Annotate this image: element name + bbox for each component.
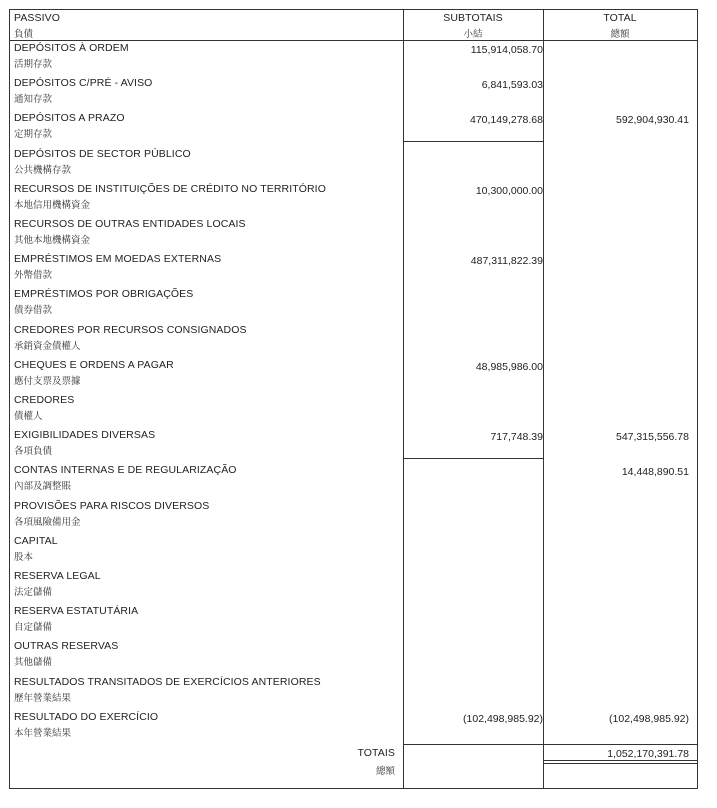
- row-total: 14,448,890.51: [621, 466, 689, 478]
- table-row: [10, 498, 697, 533]
- row-label: [14, 429, 155, 457]
- row-label-zh: 活期存款: [14, 59, 53, 70]
- row-label-pt: DEPÓSITOS C/PRÉ - AVISO: [14, 77, 153, 89]
- header-total-zh: 總額: [610, 29, 630, 40]
- table-row: [10, 181, 697, 216]
- row-subtotal: 10,300,000.00: [475, 185, 543, 197]
- row-label-zh: 本地信用機構資金: [14, 200, 91, 211]
- row-label-zh: 歷年營業結果: [14, 693, 72, 704]
- header-passivo-pt: PASSIVO: [14, 12, 61, 24]
- row-label-zh: 公共機構存款: [14, 165, 72, 176]
- row-subtotal: 717,748.39: [490, 431, 543, 443]
- row-subtotal: (102,498,985.92): [463, 713, 543, 725]
- header-total: [543, 12, 697, 40]
- row-label-zh: 債權人: [14, 411, 43, 422]
- table-row: [10, 709, 697, 744]
- table-row: [10, 357, 697, 392]
- row-label-zh: 法定儲備: [14, 587, 53, 598]
- totals-label-zh: 總額: [375, 766, 395, 777]
- row-label-pt: PROVISÕES PARA RISCOS DIVERSOS: [14, 500, 210, 512]
- row-label-pt: EMPRÉSTIMOS POR OBRIGAÇÕES: [14, 288, 194, 300]
- row-subtotal: 48,985,986.00: [475, 361, 543, 373]
- table-row: [10, 462, 697, 497]
- row-label: [14, 570, 101, 598]
- row-subtotal: 470,149,278.68: [470, 114, 543, 126]
- table-row: [10, 146, 697, 181]
- row-label-zh: 承銷資金債權人: [14, 341, 81, 352]
- header-passivo-zh: 負債: [14, 29, 34, 40]
- row-label-pt: RESULTADOS TRANSITADOS DE EXERCÍCIOS ANTERIORES: [14, 676, 321, 688]
- row-label: [14, 77, 152, 105]
- row-total: 592,904,930.41: [616, 114, 689, 126]
- row-label-zh: 通知存款: [14, 94, 53, 105]
- row-label: [14, 183, 326, 211]
- row-label-pt: DEPÓSITOS DE SECTOR PÚBLICO: [14, 148, 191, 160]
- table-row: [10, 40, 697, 75]
- row-label: [14, 711, 158, 739]
- row-label-zh: 其他儲備: [14, 657, 53, 668]
- row-label-zh: 定期存款: [14, 129, 53, 140]
- row-label-pt: DEPÓSITOS A PRAZO: [14, 112, 125, 124]
- totals-double-line-2: [543, 763, 697, 764]
- row-label: [14, 324, 247, 352]
- table-row: [10, 75, 697, 110]
- totals-top-line: [403, 744, 697, 745]
- totals-value: 1,052,170,391.78: [607, 748, 689, 760]
- row-label-zh: 債券借款: [14, 305, 53, 316]
- row-label-zh: 其他本地機構資金: [14, 235, 91, 246]
- table-row: [10, 533, 697, 568]
- row-label: [14, 148, 191, 176]
- row-label-zh: 各項風險備用金: [14, 517, 81, 528]
- row-label-pt: RESERVA ESTATUTÁRIA: [14, 605, 139, 617]
- row-total: (102,498,985.92): [609, 713, 689, 725]
- row-label-pt: CAPITAL: [14, 535, 58, 547]
- row-label: [14, 535, 58, 563]
- header-passivo: [14, 12, 60, 40]
- row-subtotal: 115,914,058.70: [470, 44, 543, 56]
- table-row: [10, 392, 697, 427]
- balance-sheet-table: [9, 9, 698, 789]
- row-subtotal: 6,841,593.03: [481, 79, 543, 91]
- row-label: [14, 676, 321, 704]
- row-label: [14, 500, 209, 528]
- table-row: [10, 638, 697, 673]
- totals-double-line-1: [543, 760, 697, 761]
- table-row: [10, 286, 697, 321]
- row-label: [14, 640, 118, 668]
- row-label-zh: 外幣借款: [14, 270, 53, 281]
- row-label: [14, 218, 246, 246]
- table-row: [10, 603, 697, 638]
- row-label-pt: CHEQUES E ORDENS A PAGAR: [14, 359, 174, 371]
- header-subtotais-zh: 小結: [463, 29, 483, 40]
- row-subtotal: 487,311,822.39: [470, 255, 543, 267]
- row-label-pt: CREDORES POR RECURSOS CONSIGNADOS: [14, 324, 247, 336]
- row-label: [14, 464, 237, 492]
- header-subtotais: [403, 12, 543, 40]
- row-label: [14, 253, 221, 281]
- totals-label-pt: TOTAIS: [357, 747, 395, 759]
- row-label-pt: RESERVA LEGAL: [14, 570, 101, 582]
- row-label: [14, 288, 193, 316]
- row-label-pt: RESULTADO DO EXERCÍCIO: [14, 711, 159, 723]
- table-row: [10, 322, 697, 357]
- row-label-pt: DEPÓSITOS À ORDEM: [14, 42, 129, 54]
- row-label-pt: EXIGIBILIDADES DIVERSAS: [14, 429, 156, 441]
- row-label-pt: RECURSOS DE OUTRAS ENTIDADES LOCAIS: [14, 218, 246, 230]
- row-label: [14, 394, 74, 422]
- row-label-pt: RECURSOS DE INSTITUIÇÕES DE CRÉDITO NO TERRITÓRIO: [14, 183, 326, 195]
- row-label: [14, 359, 174, 387]
- table-row: [10, 427, 697, 462]
- table-row: [10, 216, 697, 251]
- row-label: [14, 112, 125, 140]
- row-label-zh: 股本: [14, 552, 34, 563]
- table-row: [10, 674, 697, 709]
- row-label-zh: 內部及調整賬: [14, 481, 72, 492]
- table-row: [10, 251, 697, 286]
- row-label-pt: OUTRAS RESERVAS: [14, 640, 119, 652]
- row-label-zh: 本年營業結果: [14, 728, 72, 739]
- row-label: [14, 42, 129, 70]
- table-row: [10, 568, 697, 603]
- row-label: [14, 605, 138, 633]
- row-label-zh: 自定儲備: [14, 622, 53, 633]
- row-label-pt: CREDORES: [14, 394, 75, 406]
- header-total-pt: TOTAL: [603, 12, 637, 24]
- row-label-zh: 應付支票及票據: [14, 376, 81, 387]
- header-subtotais-pt: SUBTOTAIS: [443, 12, 503, 24]
- row-total: 547,315,556.78: [616, 431, 689, 443]
- row-label-pt: CONTAS INTERNAS E DE REGULARIZAÇÃO: [14, 464, 237, 476]
- row-label-zh: 各項負債: [14, 446, 53, 457]
- table-row: [10, 110, 697, 145]
- row-label-pt: EMPRÉSTIMOS EM MOEDAS EXTERNAS: [14, 253, 222, 265]
